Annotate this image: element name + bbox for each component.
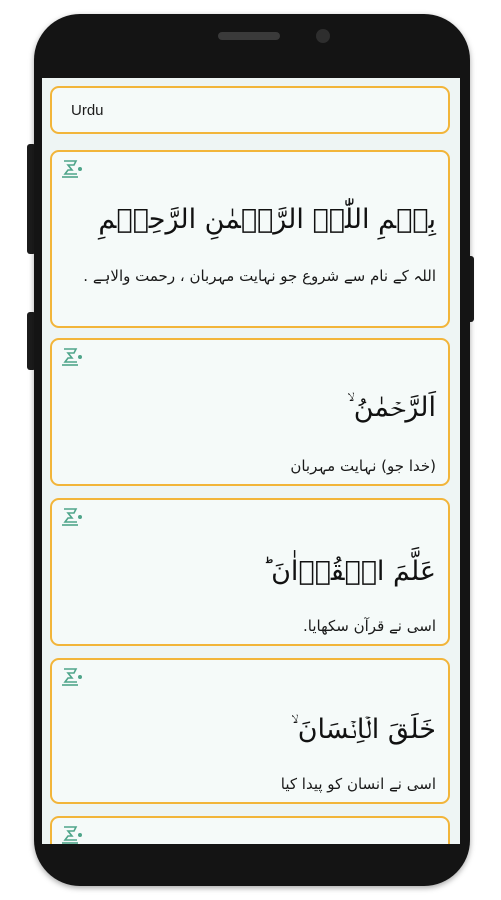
verse-card [50,816,450,844]
phone-speaker [218,32,280,40]
app-screen [42,78,460,844]
language-selector[interactable] [50,86,450,134]
share-audio-icon[interactable] [60,824,86,844]
language-label: Urdu [71,102,104,119]
verse-arabic: اَلرَّحۡمٰنُ ۙ [347,392,436,423]
share-audio-icon[interactable] [60,158,86,180]
verse-translation: اللہ کے نام سے شروع جو نہایت مہربان ، رحمت والاہے . [83,267,436,285]
share-audio-icon[interactable] [60,346,86,368]
verse-arabic: عَلَّمَ الۡقُرۡاٰنَ ؕ [262,556,436,587]
share-audio-icon[interactable] [60,666,86,688]
verse-translation: اسی نے انسان کو پیدا کیا [280,775,436,793]
share-audio-icon[interactable] [60,506,86,528]
verse-translation: (خدا جو) نہایت مہربان [290,457,436,475]
verse-arabic: خَلَقَ الۡاِنۡسَانَ ۙ [290,714,436,745]
verse-card [50,658,450,804]
phone-camera [316,29,330,43]
verse-translation: اسی نے قرآن سکھایا. [303,617,436,635]
verse-card [50,338,450,486]
verse-arabic: بِسۡمِ اللّٰہِ الرَّحۡمٰنِ الرَّحِیۡمِ [98,204,436,235]
verse-card [50,498,450,646]
verse-card [50,150,450,328]
